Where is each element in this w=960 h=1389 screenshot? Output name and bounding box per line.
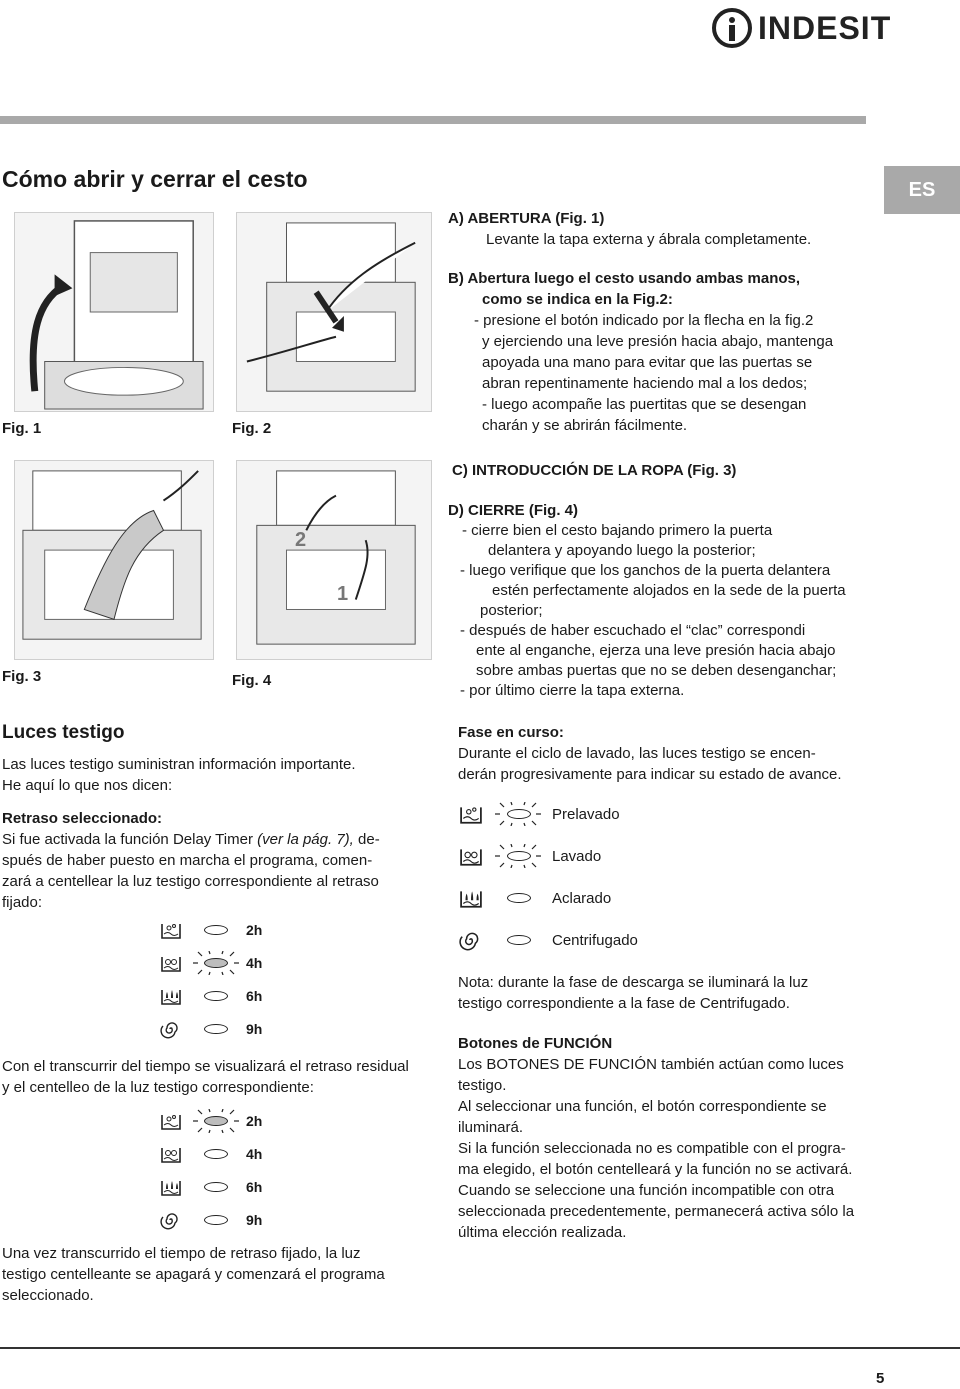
delay-value: 2h bbox=[246, 1112, 263, 1129]
delay-text-part: de- bbox=[353, 831, 380, 848]
step-b-line: abran repentinamente haciendo mal a los dedos; bbox=[482, 375, 808, 392]
indicator-lamp bbox=[186, 1017, 246, 1041]
delay-value: 6h bbox=[246, 987, 263, 1004]
indicator-lamp bbox=[186, 1142, 246, 1166]
delay-value: 4h bbox=[246, 1145, 263, 1162]
indicator-lamp bbox=[186, 1208, 246, 1232]
wash-icon bbox=[156, 1142, 186, 1166]
figure-3-illustration bbox=[14, 460, 214, 660]
phase-indicator-row bbox=[454, 919, 638, 961]
step-b-title: B) Abertura luego el cesto usando ambas manos, bbox=[448, 270, 801, 287]
phase-note: testigo correspondiente a la fase de Centrifugado. bbox=[458, 995, 790, 1012]
residual-text: y el centelleo de la luz testigo correspondiente: bbox=[2, 1079, 314, 1096]
delay-indicator-row bbox=[156, 946, 262, 979]
washer-lid-open-icon bbox=[15, 213, 213, 411]
step-b-line: y ejerciendo una leve presión hacia abajo, mantenga bbox=[482, 333, 834, 350]
prewash-icon bbox=[156, 918, 186, 942]
delay-value: 4h bbox=[246, 954, 263, 971]
end-text: Una vez transcurrido el tiempo de retraso fijado, la luz bbox=[2, 1245, 361, 1262]
step-d-line: - cierre bien el cesto bajando primero la puerta bbox=[462, 522, 773, 539]
figure-4-step-1: 1 bbox=[337, 583, 349, 605]
step-d-line: delantera y apoyando luego la posterior; bbox=[488, 542, 756, 559]
residual-text: Con el transcurrir del tiempo se visualizará el retraso residual bbox=[2, 1058, 409, 1075]
phase-note: Nota: durante la fase de descarga se iluminará la luz bbox=[458, 974, 809, 991]
step-c-title: C) INTRODUCCIÓN DE LA ROPA (Fig. 3) bbox=[452, 462, 737, 479]
figure-4-label: Fig. 4 bbox=[232, 672, 272, 689]
delay-title: Retraso seleccionado: bbox=[2, 810, 163, 827]
function-text: última elección realizada. bbox=[458, 1224, 627, 1241]
blinking-indicator-lamp bbox=[488, 802, 550, 826]
step-d-line: sobre ambas puertas que no se deben desenganchar; bbox=[476, 662, 837, 679]
page-title: Cómo abrir y cerrar el cesto bbox=[2, 166, 308, 192]
blinking-indicator-lamp bbox=[186, 951, 246, 975]
step-b-line: - presione el botón indicado por la flecha en la fig.2 bbox=[474, 312, 814, 329]
residual-indicator-list bbox=[156, 1104, 262, 1236]
phase-title: Fase en curso: bbox=[458, 724, 564, 741]
figure-4-step-2: 2 bbox=[295, 529, 307, 551]
indicator-lamp bbox=[488, 928, 550, 952]
indicator-lamp bbox=[186, 1175, 246, 1199]
phase-text: Durante el ciclo de lavado, las luces testigo se encen- bbox=[458, 745, 816, 762]
phase-indicator-list bbox=[454, 793, 638, 961]
function-text: seleccionada precedentemente, permanecerá activa sólo la bbox=[458, 1203, 855, 1220]
indicator-lamp bbox=[488, 886, 550, 910]
step-b-title-cont: como se indica en la Fig.2: bbox=[482, 291, 673, 308]
phase-label: Prelavado bbox=[552, 805, 620, 823]
lights-title: Luces testigo bbox=[2, 722, 125, 743]
phase-indicator-row bbox=[454, 835, 638, 877]
step-d-line: - luego verifique que los ganchos de la puerta delantera bbox=[460, 562, 831, 579]
delay-indicator-row bbox=[156, 1012, 262, 1045]
function-text: Al seleccionar una función, el botón correspondiente se bbox=[458, 1098, 827, 1115]
delay-value: 9h bbox=[246, 1020, 263, 1037]
step-a-text: Levante la tapa externa y ábrala completamente. bbox=[486, 231, 812, 248]
phase-text: derán progresivamente para indicar su estado de avance. bbox=[458, 766, 842, 783]
function-title: Botones de FUNCIÓN bbox=[458, 1035, 613, 1052]
function-text: Los BOTONES DE FUNCIÓN también actúan como luces bbox=[458, 1056, 844, 1073]
indicator-lamp bbox=[186, 918, 246, 942]
spin-icon bbox=[454, 925, 488, 955]
wash-icon bbox=[454, 841, 488, 871]
delay-text bbox=[2, 829, 380, 850]
blinking-indicator-lamp bbox=[186, 1109, 246, 1133]
delay-text: zará a centellear la luz testigo correspondiente al retraso bbox=[2, 873, 379, 890]
phase-indicator-row bbox=[454, 877, 638, 919]
rinse-icon bbox=[156, 1175, 186, 1199]
prewash-icon bbox=[454, 799, 488, 829]
blinking-indicator-lamp bbox=[488, 844, 550, 868]
delay-indicator-row bbox=[156, 979, 262, 1012]
function-text: Si la función seleccionada no es compatible con el progra- bbox=[458, 1140, 846, 1157]
page-number: 5 bbox=[876, 1370, 885, 1387]
step-d-line: ente al enganche, ejerza una leve presión hacia abajo bbox=[476, 642, 836, 659]
phase-label: Lavado bbox=[552, 847, 602, 865]
phase-label: Aclarado bbox=[552, 889, 612, 907]
step-d-line: posterior; bbox=[480, 602, 543, 619]
language-tab: ES bbox=[884, 166, 960, 214]
spin-icon bbox=[156, 1208, 186, 1232]
bottom-rule bbox=[0, 1347, 960, 1349]
step-d-line: - por último cierre la tapa externa. bbox=[460, 682, 685, 699]
spin-icon bbox=[156, 1017, 186, 1041]
delay-indicator-list bbox=[156, 913, 262, 1045]
load-laundry-icon bbox=[15, 461, 213, 659]
delay-indicator-row bbox=[156, 1104, 262, 1137]
function-text: Cuando se seleccione una función incompatible con otra bbox=[458, 1182, 835, 1199]
lights-intro: Las luces testigo suministran información importante. bbox=[2, 756, 356, 773]
function-text: iluminará. bbox=[458, 1119, 524, 1136]
end-text: testigo centelleante se apagará y comenzará el programa bbox=[2, 1266, 385, 1283]
delay-text: spués de haber puesto en marcha el programa, comen- bbox=[2, 852, 373, 869]
delay-value: 6h bbox=[246, 1178, 263, 1195]
delay-text: fijado: bbox=[2, 894, 43, 911]
step-b-line: - luego acompañe las puertitas que se desengan bbox=[482, 396, 807, 413]
step-d-title: D) CIERRE (Fig. 4) bbox=[448, 502, 578, 519]
delay-value: 2h bbox=[246, 921, 263, 938]
figure-1-illustration bbox=[14, 212, 214, 412]
step-b-line: charán y se abrirán fácilmente. bbox=[482, 417, 688, 434]
delay-value: 9h bbox=[246, 1211, 263, 1228]
step-b-line: apoyada una mano para evitar que las puertas se bbox=[482, 354, 813, 371]
step-d-line: - después de haber escuchado el “clac” correspondi bbox=[460, 622, 806, 639]
rinse-icon bbox=[454, 883, 488, 913]
indicator-lamp bbox=[186, 984, 246, 1008]
phase-label: Centrifugado bbox=[552, 931, 638, 949]
delay-indicator-row bbox=[156, 1170, 262, 1203]
delay-indicator-row bbox=[156, 913, 262, 946]
end-text: seleccionado. bbox=[2, 1287, 94, 1304]
function-text: testigo. bbox=[458, 1077, 507, 1094]
phase-indicator-row bbox=[454, 793, 638, 835]
brand-name: INDESIT bbox=[758, 9, 892, 46]
figure-3-label: Fig. 3 bbox=[2, 668, 42, 685]
function-text: ma elegido, el botón centelleará y la función no se activará. bbox=[458, 1161, 853, 1178]
delay-indicator-row bbox=[156, 1203, 262, 1236]
figure-1-label: Fig. 1 bbox=[2, 420, 42, 437]
wash-icon bbox=[156, 951, 186, 975]
figure-4-illustration bbox=[236, 460, 432, 660]
close-drum-icon bbox=[237, 461, 431, 659]
prewash-icon bbox=[156, 1109, 186, 1133]
hands-press-button-icon bbox=[237, 213, 431, 411]
figure-2-label: Fig. 2 bbox=[232, 420, 272, 437]
top-rule bbox=[0, 116, 866, 124]
brand-mark-icon bbox=[712, 8, 752, 48]
rinse-icon bbox=[156, 984, 186, 1008]
delay-text-part: Si fue activada la función Delay Timer bbox=[2, 831, 258, 848]
step-d-line: estén perfectamente alojados en la sede de la puerta bbox=[492, 582, 846, 599]
figure-2-illustration bbox=[236, 212, 432, 412]
step-a-title: A) ABERTURA (Fig. 1) bbox=[448, 210, 605, 227]
delay-indicator-row bbox=[156, 1137, 262, 1170]
brand-logo bbox=[712, 6, 891, 50]
lights-intro: He aquí lo que nos dicen: bbox=[2, 777, 173, 794]
delay-page-ref: (ver la pág. 7), bbox=[257, 831, 354, 848]
